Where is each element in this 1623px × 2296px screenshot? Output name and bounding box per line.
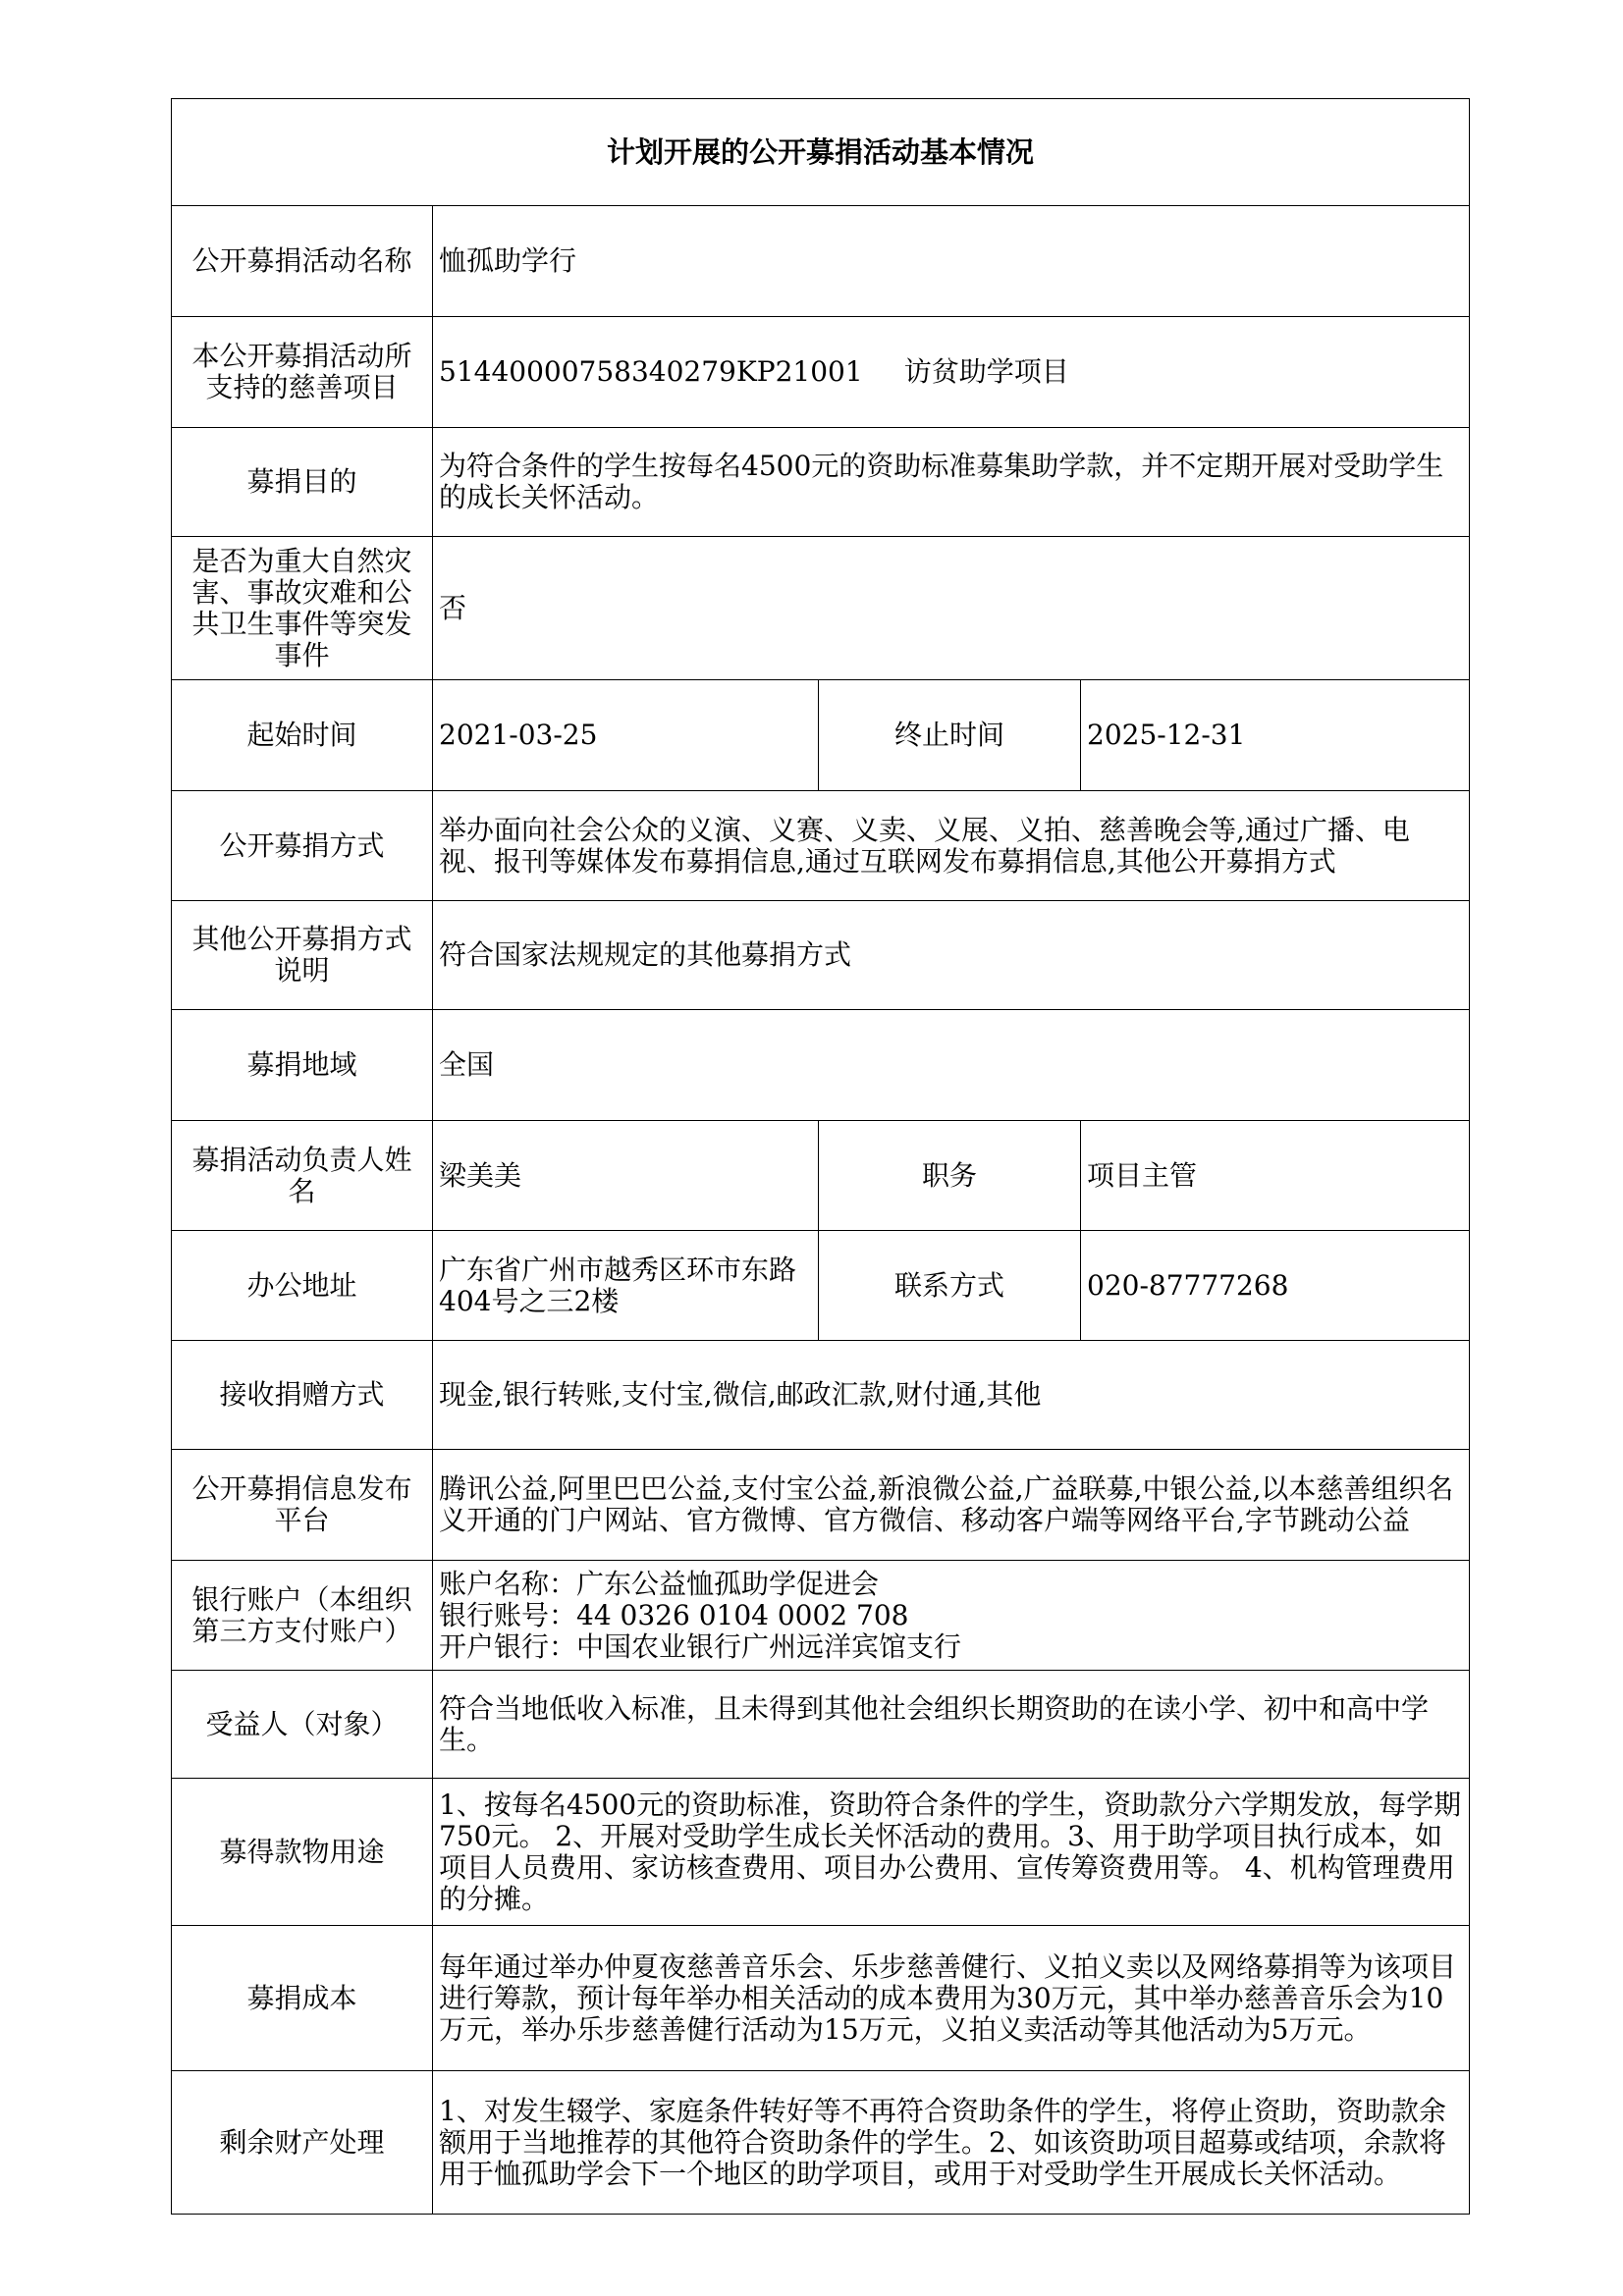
leader-label: 募捐活动负责人姓名 — [172, 1121, 433, 1231]
platform-value: 腾讯公益,阿里巴巴公益,支付宝公益,新浪微公益,广益联募,中银公益,以本慈善组织名义开通的门户网站、官方微博、官方微信、移动客户端等网络平台,字节跳动公益 — [433, 1450, 1470, 1561]
contact-label: 联系方式 — [819, 1231, 1081, 1341]
methods-value: 举办面向社会公众的义演、义赛、义卖、义展、义拍、慈善晚会等,通过广播、电视、报刊等媒体发布募捐信息,通过互联网发布募捐信息,其他公开募捐方式 — [433, 791, 1470, 901]
contact-value: 020-87777268 — [1081, 1231, 1470, 1341]
emergency-label: 是否为重大自然灾害、事故灾难和公共卫生事件等突发事件 — [172, 537, 433, 680]
activity-name-label: 公开募捐活动名称 — [172, 206, 433, 317]
leader-name-value: 梁美美 — [433, 1121, 819, 1231]
bank-account-value: 账户名称：广东公益恤孤助学促进会 银行账号：44 0326 0104 0002 708 开户银行：中国农业银行广州远洋宾馆支行 — [433, 1561, 1470, 1671]
platform-label: 公开募捐信息发布平台 — [172, 1450, 433, 1561]
start-time-label: 起始时间 — [172, 680, 433, 791]
supported-project-label: 本公开募捐活动所支持的慈善项目 — [172, 317, 433, 428]
position-label: 职务 — [819, 1121, 1081, 1231]
position-value: 项目主管 — [1081, 1121, 1470, 1231]
surplus-label: 剩余财产处理 — [172, 2071, 433, 2215]
purpose-value: 为符合条件的学生按每名4500元的资助标准募集助学款，并不定期开展对受助学生的成长关怀活动。 — [433, 428, 1470, 537]
cost-value: 每年通过举办仲夏夜慈善音乐会、乐步慈善健行、义拍义卖以及网络募捐等为该项目进行筹款，预计每年举办相关活动的成本费用为30万元，其中举办慈善音乐会为10万元，举办乐步慈善健行活动为15万元，义拍义卖活动等其他活动为5万元。 — [433, 1926, 1470, 2071]
cost-label: 募捐成本 — [172, 1926, 433, 2071]
end-time-value: 2025-12-31 — [1081, 680, 1470, 791]
other-methods-value: 符合国家法规规定的其他募捐方式 — [433, 901, 1470, 1010]
beneficiary-label: 受益人（对象） — [172, 1671, 433, 1779]
emergency-value: 否 — [433, 537, 1470, 680]
usage-label: 募得款物用途 — [172, 1779, 433, 1926]
start-time-value: 2021-03-25 — [433, 680, 819, 791]
supported-project-value — [433, 317, 1470, 428]
beneficiary-value: 符合当地低收入标准，且未得到其他社会组织长期资助的在读小学、初中和高中学生。 — [433, 1671, 1470, 1779]
bank-account-label: 银行账户（本组织第三方支付账户） — [172, 1561, 433, 1671]
project-name: 访贫助学项目 — [903, 355, 1069, 388]
receive-method-label: 接收捐赠方式 — [172, 1341, 433, 1450]
usage-value: 1、按每名4500元的资助标准，资助符合条件的学生，资助款分六学期发放，每学期750元。 2、开展对受助学生成长关怀活动的费用。3、用于助学项目执行成本，如项目人员费用、家访核查费用、项目办公费用、宣传筹资费用等。 4、机构管理费用的分摊。 — [433, 1779, 1470, 1926]
region-label: 募捐地域 — [172, 1010, 433, 1121]
fundraising-info-table — [171, 98, 1470, 2215]
other-methods-label: 其他公开募捐方式说明 — [172, 901, 433, 1010]
office-address-value: 广东省广州市越秀区环市东路404号之三2楼 — [433, 1231, 819, 1341]
activity-name-value: 恤孤助学行 — [433, 206, 1470, 317]
receive-method-value: 现金,银行转账,支付宝,微信,邮政汇款,财付通,其他 — [433, 1341, 1470, 1450]
methods-label: 公开募捐方式 — [172, 791, 433, 901]
table-title: 计划开展的公开募捐活动基本情况 — [172, 99, 1470, 206]
purpose-label: 募捐目的 — [172, 428, 433, 537]
region-value: 全国 — [433, 1010, 1470, 1121]
office-address-label: 办公地址 — [172, 1231, 433, 1341]
project-code: 51440000758340279KP21001 — [439, 355, 863, 388]
end-time-label: 终止时间 — [819, 680, 1081, 791]
surplus-value: 1、对发生辍学、家庭条件转好等不再符合资助条件的学生，将停止资助，资助款余额用于当地推荐的其他符合资助条件的学生。2、如该资助项目超募或结项，余款将用于恤孤助学会下一个地区的助学项目，或用于对受助学生开展成长关怀活动。 — [433, 2071, 1470, 2215]
